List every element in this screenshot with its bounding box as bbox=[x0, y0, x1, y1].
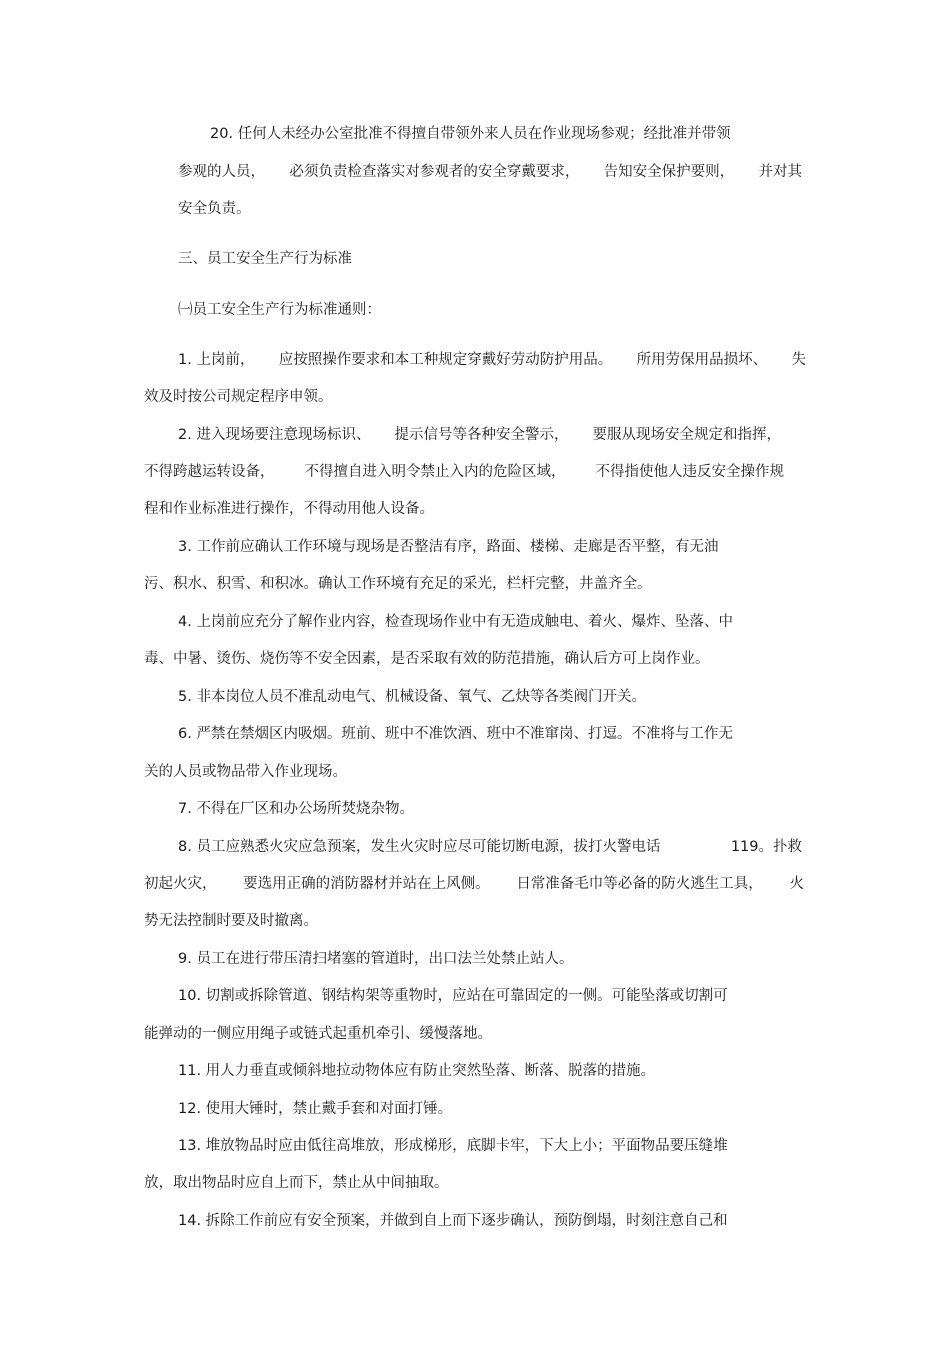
item-1-line-2: 效及时按公司规定程序申领。 bbox=[144, 389, 333, 405]
text-segment: 119。扑救 bbox=[730, 839, 802, 855]
text-segment: 应按照操作要求和本工种规定穿戴好劳动防护用品。 bbox=[278, 352, 613, 368]
item-8-line-1 bbox=[178, 837, 802, 857]
section-heading: 三、员工安全生产行为标准 bbox=[178, 251, 352, 267]
item-7-line-1: 7. 不得在厂区和办公场所焚烧杂物。 bbox=[178, 801, 414, 817]
item-10-line-2: 能弹动的一侧应用绳子或链式起重机牵引、缓慢落地。 bbox=[144, 1026, 492, 1042]
text-segment: 初起火灾， bbox=[144, 876, 217, 892]
text-segment: 火 bbox=[789, 876, 804, 892]
item-10-line-1: 10. 切割或拆除管道、钢结构架等重物时，应站在可靠固定的一侧。可能坠落或切割可 bbox=[178, 988, 728, 1004]
text-segment: 日常准备毛巾等必备的防火逃生工具， bbox=[516, 876, 763, 892]
text-segment: 要选用正确的消防器材并站在上风侧。 bbox=[243, 876, 490, 892]
text-segment: 不得指使他人违反安全操作规 bbox=[595, 464, 784, 480]
item-9-line-1: 9. 员工在进行带压清扫堵塞的管道时，出口法兰处禁止站人。 bbox=[178, 951, 574, 967]
item-12-line-1: 12. 使用大锤时，禁止戴手套和对面打锤。 bbox=[178, 1101, 453, 1117]
text-segment: 要服从现场安全规定和指挥， bbox=[592, 427, 781, 443]
text-segment: 并对其 bbox=[758, 164, 802, 180]
item-4-line-2: 毒、中暑、烫伤、烧伤等不安全因素，是否采取有效的防范措施，确认后方可上岗作业。 bbox=[144, 651, 710, 667]
item-20-line-3: 安全负责。 bbox=[178, 201, 251, 217]
text-segment: 2. 进入现场要注意现场标识、 bbox=[178, 427, 371, 443]
text-segment: 不得擅自进入明令禁止入内的危险区域， bbox=[304, 464, 566, 480]
item-3-line-1: 3. 工作前应确认工作环境与现场是否整洁有序，路面、楼梯、走廊是否平整，有无油 bbox=[178, 539, 719, 555]
item-8-line-3: 势无法控制时要及时撤离。 bbox=[144, 913, 318, 929]
text-segment: 告知安全保护要则， bbox=[603, 164, 735, 180]
item-8-line-2 bbox=[144, 874, 804, 894]
item-2-line-2 bbox=[144, 462, 784, 482]
item-11-line-1: 11. 用人力垂直或倾斜地拉动物体应有防止突然坠落、断落、脱落的措施。 bbox=[178, 1063, 656, 1079]
item-20-line-2 bbox=[178, 162, 802, 182]
text-segment: 1. 上岗前， bbox=[178, 352, 255, 368]
text-segment: 失 bbox=[791, 352, 806, 368]
item-1-line-1 bbox=[178, 350, 806, 370]
item-14-line-1: 14. 拆除工作前应有安全预案，并做到自上而下逐步确认，预防倒塌，时刻注意自己和 bbox=[178, 1213, 728, 1229]
item-2-line-1 bbox=[178, 425, 781, 445]
subsection-heading: ㈠员工安全生产行为标准通则： bbox=[178, 302, 381, 318]
text-segment: 所用劳保用品损坏、 bbox=[636, 352, 768, 368]
item-6-line-1: 6. 严禁在禁烟区内吸烟。班前、班中不准饮酒、班中不准窜岗、打逗。不准将与工作无 bbox=[178, 726, 733, 742]
item-3-line-2: 污、积水、积雪、和积冰。确认工作环境有充足的采光，栏杆完整，井盖齐全。 bbox=[144, 576, 652, 592]
item-2-line-3: 程和作业标准进行操作，不得动用他人设备。 bbox=[144, 501, 434, 517]
item-5-line-1: 5. 非本岗位人员不准乱动电气、机械设备、氧气、乙炔等各类阀门开关。 bbox=[178, 689, 646, 705]
text-segment: 提示信号等各种安全警示， bbox=[394, 427, 569, 443]
item-4-line-1: 4. 上岗前应充分了解作业内容，检查现场作业中有无造成触电、着火、爆炸、坠落、中 bbox=[178, 614, 733, 630]
text-segment: 参观的人员， bbox=[178, 164, 265, 180]
item-6-line-2: 关的人员或物品带入作业现场。 bbox=[144, 764, 347, 780]
item-20-line-1: 20. 任何人未经办公室批准不得擅自带领外来人员在作业现场参观；经批准并带领 bbox=[210, 126, 731, 142]
item-13-line-1: 13. 堆放物品时应由低往高堆放，形成梯形，底脚卡牢，下大上小；平面物品要压缝堆 bbox=[178, 1138, 728, 1154]
text-segment: 必须负责检查落实对参观者的安全穿戴要求， bbox=[289, 164, 580, 180]
text-segment: 不得跨越运转设备， bbox=[144, 464, 275, 480]
item-13-line-2: 放，取出物品时应自上而下，禁止从中间抽取。 bbox=[144, 1175, 449, 1191]
text-segment: 8. 员工应熟悉火灾应急预案，发生火灾时应尽可能切断电源，拔打火警电话 bbox=[178, 839, 661, 855]
